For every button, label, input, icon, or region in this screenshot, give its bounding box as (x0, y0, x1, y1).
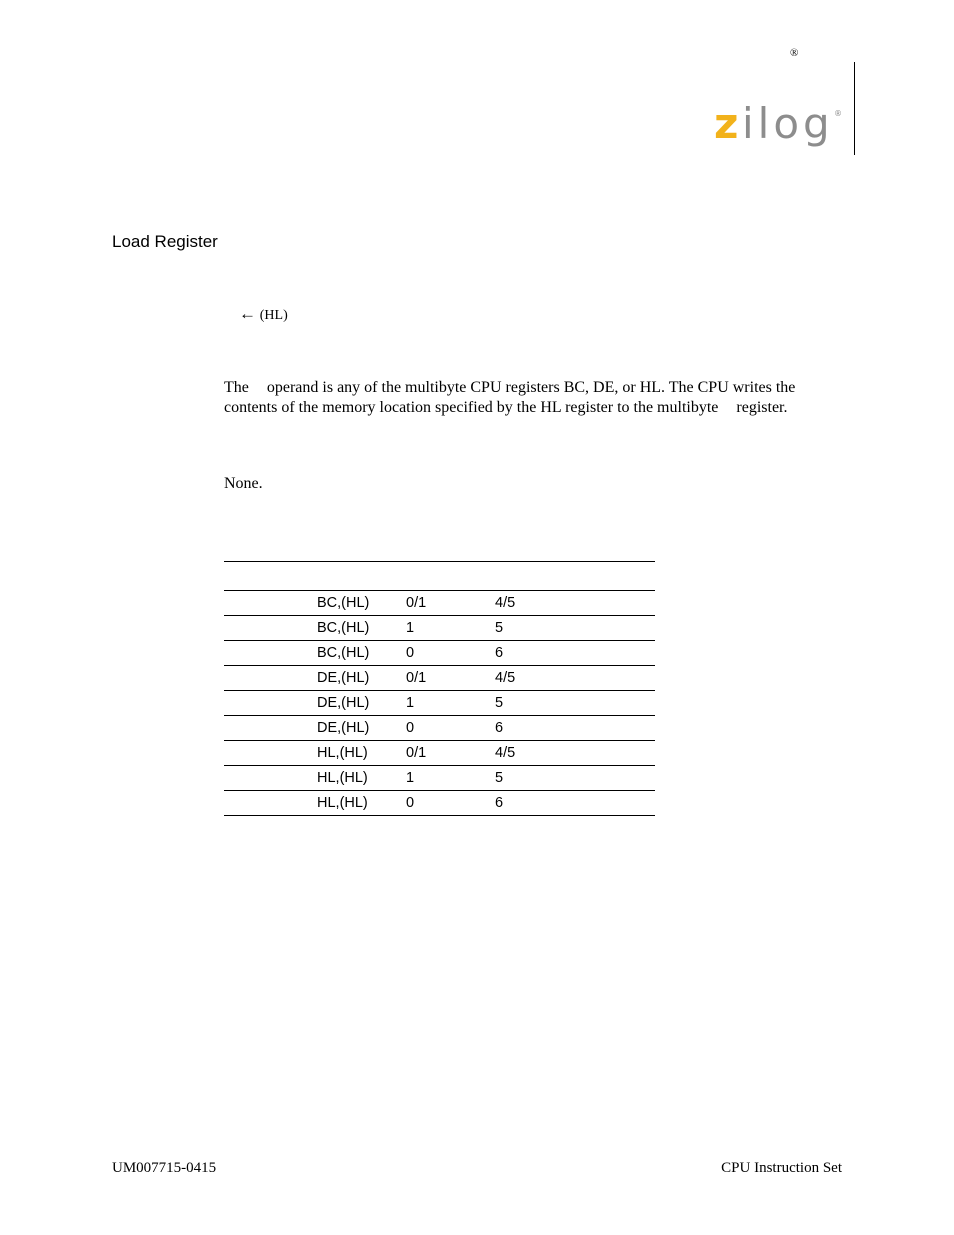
operand-cell: DE,(HL) (317, 716, 406, 741)
section-title: Load Register (112, 232, 218, 251)
cycles-cell: 6 (495, 641, 655, 666)
description-line-2: contents of the memory location specified by the HL register to the multibyte register. (224, 399, 788, 416)
operand-cell: HL,(HL) (317, 766, 406, 791)
adl-cell: 0/1 (406, 666, 495, 691)
description-paragraph (224, 378, 844, 418)
table-header-row (224, 562, 655, 591)
adl-cell: 1 (406, 691, 495, 716)
table-row (224, 616, 655, 641)
cycles-cell: 6 (495, 716, 655, 741)
adl-cell: 0 (406, 641, 495, 666)
cycles-cell: 5 (495, 766, 655, 791)
operand-cell: HL,(HL) (317, 791, 406, 816)
operand-cell: HL,(HL) (317, 741, 406, 766)
svg-text:ilog: ilog (742, 104, 834, 148)
operand-cell: BC,(HL) (317, 641, 406, 666)
description-line-1: The operand is any of the multibyte CPU registers BC, DE, or HL. The CPU writes the (224, 379, 796, 396)
cycles-cell: 6 (495, 791, 655, 816)
condition-bits-text: None. (224, 475, 263, 492)
table-row (224, 766, 655, 791)
table-row (224, 791, 655, 816)
table-row (224, 691, 655, 716)
table-row (224, 666, 655, 691)
cycles-cell: 5 (495, 691, 655, 716)
operand-cell: BC,(HL) (317, 591, 406, 616)
svg-text:®: ® (834, 109, 842, 118)
operation-formula (239, 304, 288, 324)
cycles-cell: 4/5 (495, 591, 655, 616)
cycles-cell: 5 (495, 616, 655, 641)
adl-cell: 0 (406, 716, 495, 741)
adl-cell: 1 (406, 616, 495, 641)
instruction-table (224, 561, 655, 816)
footer-doc-id: UM007715-0415 (112, 1160, 217, 1176)
table-row (224, 741, 655, 766)
cycles-cell: 4/5 (495, 741, 655, 766)
cycles-cell: 4/5 (495, 666, 655, 691)
adl-cell: 0/1 (406, 741, 495, 766)
zilog-logo (714, 104, 844, 160)
left-arrow-icon: ← (239, 304, 256, 323)
svg-text:z: z (714, 104, 739, 148)
registered-mark: ® (790, 47, 799, 59)
table-row (224, 591, 655, 616)
table-row (224, 641, 655, 666)
adl-cell: 0/1 (406, 591, 495, 616)
header-divider (854, 62, 855, 155)
operand-cell: DE,(HL) (317, 691, 406, 716)
footer-section-name: CPU Instruction Set (721, 1160, 842, 1176)
adl-cell: 1 (406, 766, 495, 791)
operation-operand: (HL) (259, 308, 288, 323)
operand-cell: BC,(HL) (317, 616, 406, 641)
operand-cell: DE,(HL) (317, 666, 406, 691)
table-row (224, 716, 655, 741)
adl-cell: 0 (406, 791, 495, 816)
